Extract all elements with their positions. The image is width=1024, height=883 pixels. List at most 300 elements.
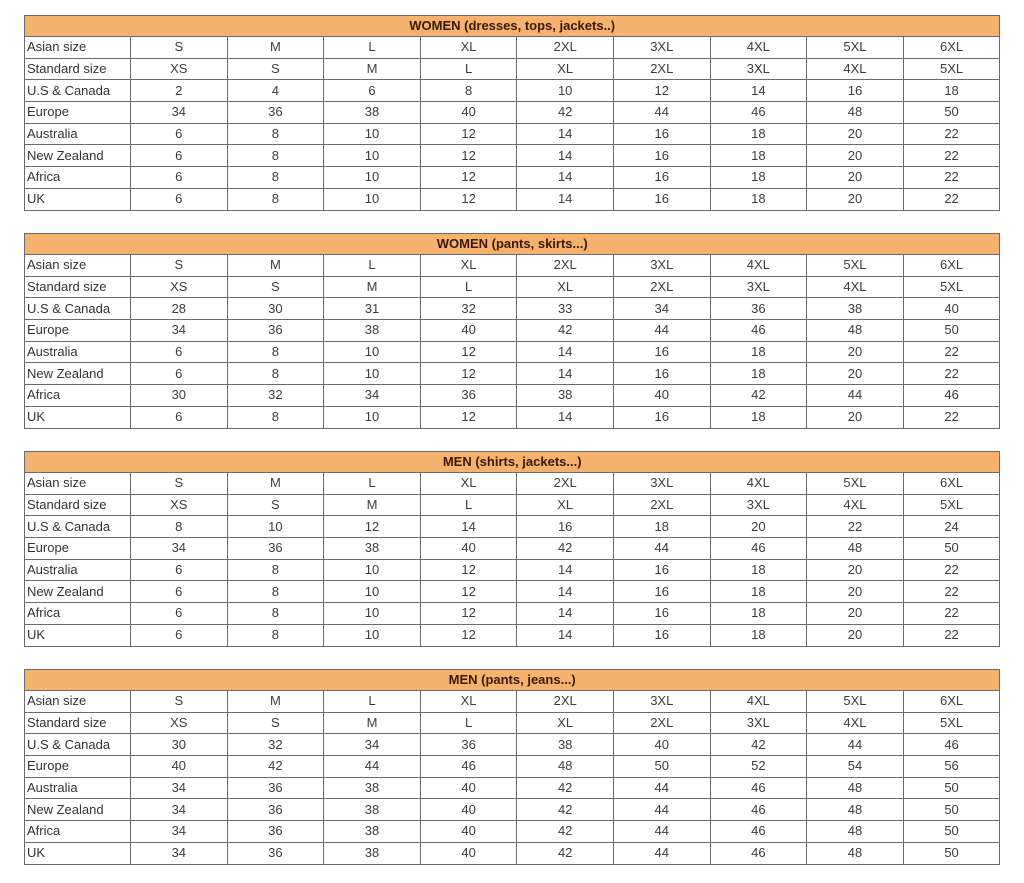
size-cell: 34 [613, 298, 710, 320]
size-cell: 16 [613, 559, 710, 581]
size-cell: 46 [710, 799, 807, 821]
size-cell: 34 [131, 320, 228, 342]
size-cell: 6XL [903, 473, 1000, 495]
size-cell: 36 [227, 320, 324, 342]
size-cell: XS [131, 58, 228, 80]
size-cell: 50 [903, 102, 1000, 124]
table-row [25, 255, 1000, 277]
size-cell: 3XL [613, 255, 710, 277]
size-cell: L [324, 691, 421, 713]
size-cell: 36 [227, 102, 324, 124]
size-cell: 46 [710, 821, 807, 843]
size-cell: 14 [420, 516, 517, 538]
size-cell: 44 [613, 320, 710, 342]
row-label: Europe [25, 320, 131, 342]
size-cell: 50 [903, 777, 1000, 799]
size-cell: 40 [613, 385, 710, 407]
size-cell: 44 [613, 538, 710, 560]
size-cell: 22 [903, 406, 1000, 428]
size-cell: 34 [324, 734, 421, 756]
size-cell: 36 [420, 385, 517, 407]
table-row [25, 712, 1000, 734]
size-cell: 46 [710, 538, 807, 560]
row-label: U.S & Canada [25, 80, 131, 102]
size-cell: XL [420, 473, 517, 495]
size-cell: 14 [517, 145, 614, 167]
size-cell: 12 [420, 581, 517, 603]
row-label: Europe [25, 756, 131, 778]
size-cell: 6 [131, 341, 228, 363]
table-row [25, 37, 1000, 59]
size-cell: 40 [420, 320, 517, 342]
size-cell: 4XL [807, 276, 904, 298]
row-label: Standard size [25, 712, 131, 734]
size-cell: M [227, 473, 324, 495]
size-cell: 4XL [807, 58, 904, 80]
size-cell: 2 [131, 80, 228, 102]
size-cell: 22 [903, 363, 1000, 385]
size-cell: 50 [903, 842, 1000, 864]
size-cell: 8 [227, 145, 324, 167]
size-cell: M [324, 712, 421, 734]
size-cell: 22 [903, 581, 1000, 603]
size-cell: 36 [227, 799, 324, 821]
size-cell: 48 [807, 538, 904, 560]
size-cell: 48 [807, 777, 904, 799]
size-cell: S [227, 276, 324, 298]
table-row [25, 188, 1000, 210]
table-row [25, 691, 1000, 713]
size-cell: S [227, 58, 324, 80]
size-cell: 14 [517, 624, 614, 646]
size-cell: 30 [131, 385, 228, 407]
size-cell: 34 [324, 385, 421, 407]
size-cell: 10 [324, 363, 421, 385]
size-cell: 16 [613, 123, 710, 145]
size-cell: 20 [807, 624, 904, 646]
size-cell: 50 [903, 320, 1000, 342]
size-cell: 14 [517, 559, 614, 581]
table-row [25, 341, 1000, 363]
row-label: UK [25, 188, 131, 210]
size-cell: XL [420, 691, 517, 713]
row-label: New Zealand [25, 363, 131, 385]
size-cell: 46 [710, 777, 807, 799]
size-cell: 10 [324, 341, 421, 363]
size-cell: 6XL [903, 255, 1000, 277]
row-label: Europe [25, 538, 131, 560]
size-cell: 16 [613, 406, 710, 428]
size-cell: 12 [420, 624, 517, 646]
size-cell: 38 [324, 842, 421, 864]
size-cell: XL [517, 494, 614, 516]
size-cell: 56 [903, 756, 1000, 778]
size-cell: 20 [807, 406, 904, 428]
size-cell: 42 [517, 821, 614, 843]
size-cell: 20 [807, 559, 904, 581]
size-cell: 16 [613, 167, 710, 189]
size-cell: 12 [420, 123, 517, 145]
size-cell: L [420, 58, 517, 80]
size-cell: 20 [807, 188, 904, 210]
size-cell: 46 [710, 320, 807, 342]
size-cell: 36 [710, 298, 807, 320]
size-cell: S [131, 473, 228, 495]
size-cell: M [227, 691, 324, 713]
section-title: MEN (shirts, jackets...) [25, 452, 1000, 473]
size-cell: 40 [131, 756, 228, 778]
size-cell: 8 [227, 559, 324, 581]
size-cell: 50 [613, 756, 710, 778]
section-title: WOMEN (dresses, tops, jackets..) [25, 16, 1000, 37]
size-cell: 16 [613, 188, 710, 210]
size-cell: 10 [324, 406, 421, 428]
size-cell: 44 [613, 102, 710, 124]
size-cell: 50 [903, 538, 1000, 560]
row-label: Europe [25, 102, 131, 124]
size-cell: 6 [324, 80, 421, 102]
size-cell: 52 [710, 756, 807, 778]
size-cell: 46 [903, 734, 1000, 756]
size-cell: XL [420, 255, 517, 277]
table-row [25, 538, 1000, 560]
size-cell: 12 [324, 516, 421, 538]
size-cell: 40 [420, 821, 517, 843]
size-cell: 44 [807, 385, 904, 407]
size-cell: XL [517, 276, 614, 298]
table-row [25, 320, 1000, 342]
size-cell: 38 [324, 799, 421, 821]
size-cell: 20 [807, 363, 904, 385]
size-cell: 3XL [710, 494, 807, 516]
size-cell: 38 [517, 385, 614, 407]
size-cell: 32 [227, 385, 324, 407]
size-cell: 6XL [903, 37, 1000, 59]
size-cell: 18 [710, 581, 807, 603]
size-cell: 6 [131, 559, 228, 581]
size-cell: 38 [324, 320, 421, 342]
size-cell: 38 [324, 102, 421, 124]
size-cell: 18 [710, 123, 807, 145]
size-cell: 16 [807, 80, 904, 102]
size-cell: 22 [903, 123, 1000, 145]
section-title: WOMEN (pants, skirts...) [25, 234, 1000, 255]
size-cell: 18 [613, 516, 710, 538]
size-cell: 42 [710, 734, 807, 756]
size-cell: 4XL [807, 494, 904, 516]
size-cell: 8 [227, 581, 324, 603]
size-cell: 31 [324, 298, 421, 320]
table-row [25, 102, 1000, 124]
size-cell: 14 [710, 80, 807, 102]
size-cell: 22 [903, 145, 1000, 167]
size-cell: 6 [131, 406, 228, 428]
size-cell: 40 [420, 102, 517, 124]
size-cell: 42 [517, 320, 614, 342]
size-cell: 12 [420, 559, 517, 581]
table-row [25, 494, 1000, 516]
size-cell: L [324, 37, 421, 59]
size-cell: 2XL [517, 255, 614, 277]
size-cell: 16 [613, 581, 710, 603]
size-cell: 46 [903, 385, 1000, 407]
row-label: Australia [25, 123, 131, 145]
size-cell: 22 [807, 516, 904, 538]
size-cell: 12 [420, 188, 517, 210]
size-cell: S [227, 494, 324, 516]
size-cell: 6 [131, 363, 228, 385]
row-label: Africa [25, 385, 131, 407]
size-cell: 12 [420, 167, 517, 189]
size-cell: 24 [903, 516, 1000, 538]
size-cell: 2XL [613, 494, 710, 516]
size-cell: 42 [710, 385, 807, 407]
size-cell: 20 [807, 123, 904, 145]
size-cell: 20 [710, 516, 807, 538]
table-row [25, 516, 1000, 538]
size-cell: XL [517, 58, 614, 80]
table-row [25, 842, 1000, 864]
size-cell: 40 [613, 734, 710, 756]
size-cell: 40 [903, 298, 1000, 320]
row-label: Africa [25, 603, 131, 625]
size-cell: 33 [517, 298, 614, 320]
size-cell: 18 [903, 80, 1000, 102]
size-cell: 32 [420, 298, 517, 320]
size-cell: 48 [807, 320, 904, 342]
size-cell: 10 [324, 188, 421, 210]
size-cell: M [227, 37, 324, 59]
size-cell: 12 [420, 603, 517, 625]
row-label: New Zealand [25, 799, 131, 821]
size-cell: 48 [807, 799, 904, 821]
row-label: U.S & Canada [25, 298, 131, 320]
size-cell: 34 [131, 102, 228, 124]
size-cell: 14 [517, 603, 614, 625]
size-cell: 14 [517, 167, 614, 189]
size-cell: 34 [131, 799, 228, 821]
size-cell: 6XL [903, 691, 1000, 713]
table-row [25, 777, 1000, 799]
size-cell: 6 [131, 167, 228, 189]
size-cell: 44 [613, 842, 710, 864]
size-cell: 6 [131, 581, 228, 603]
table-row [25, 385, 1000, 407]
row-label: Asian size [25, 473, 131, 495]
table-row [25, 821, 1000, 843]
size-cell: 12 [420, 341, 517, 363]
table-row [25, 80, 1000, 102]
size-cell: 18 [710, 188, 807, 210]
size-cell: 28 [131, 298, 228, 320]
size-cell: 16 [613, 341, 710, 363]
row-label: U.S & Canada [25, 516, 131, 538]
size-cell: 36 [227, 538, 324, 560]
size-cell: 8 [227, 406, 324, 428]
size-cell: 18 [710, 559, 807, 581]
size-cell: 8 [420, 80, 517, 102]
size-cell: 3XL [613, 691, 710, 713]
size-cell: 2XL [613, 712, 710, 734]
size-cell: 42 [517, 777, 614, 799]
size-cell: 2XL [517, 37, 614, 59]
size-cell: 5XL [903, 494, 1000, 516]
size-cell: L [324, 255, 421, 277]
size-cell: 4 [227, 80, 324, 102]
men-pants-jeans-table [24, 669, 1000, 865]
size-cell: S [131, 37, 228, 59]
size-cell: 38 [807, 298, 904, 320]
size-cell: 16 [613, 624, 710, 646]
table-row [25, 145, 1000, 167]
section-title: MEN (pants, jeans...) [25, 670, 1000, 691]
size-cell: 36 [227, 842, 324, 864]
size-cell: 5XL [807, 691, 904, 713]
size-cell: 10 [324, 559, 421, 581]
table-row [25, 734, 1000, 756]
size-cell: 30 [131, 734, 228, 756]
size-cell: 10 [324, 581, 421, 603]
size-cell: 50 [903, 821, 1000, 843]
size-cell: 10 [324, 123, 421, 145]
men-shirts-jackets-table [24, 451, 1000, 647]
size-cell: 6 [131, 145, 228, 167]
table-row [25, 756, 1000, 778]
row-label: Asian size [25, 691, 131, 713]
size-cell: 22 [903, 603, 1000, 625]
size-cell: 5XL [903, 712, 1000, 734]
size-cell: 36 [420, 734, 517, 756]
size-cell: 40 [420, 777, 517, 799]
row-label: Standard size [25, 494, 131, 516]
size-cell: 2XL [613, 58, 710, 80]
size-cell: 20 [807, 145, 904, 167]
size-cell: 10 [324, 624, 421, 646]
size-cell: 6 [131, 603, 228, 625]
size-cell: 14 [517, 188, 614, 210]
size-cell: 44 [613, 777, 710, 799]
size-cell: 5XL [807, 473, 904, 495]
size-cell: 44 [324, 756, 421, 778]
row-label: Standard size [25, 58, 131, 80]
size-cell: 48 [807, 842, 904, 864]
size-cell: XS [131, 494, 228, 516]
size-cell: 10 [227, 516, 324, 538]
size-cell: 12 [613, 80, 710, 102]
size-cell: 34 [131, 538, 228, 560]
size-cell: 22 [903, 559, 1000, 581]
size-cell: 8 [227, 624, 324, 646]
size-cell: 4XL [710, 473, 807, 495]
size-cell: 6 [131, 624, 228, 646]
table-row [25, 581, 1000, 603]
size-cell: 42 [517, 842, 614, 864]
size-cell: M [227, 255, 324, 277]
size-cell: 46 [710, 842, 807, 864]
size-cell: 16 [613, 363, 710, 385]
size-cell: 14 [517, 123, 614, 145]
size-cell: 22 [903, 188, 1000, 210]
size-cell: 42 [517, 538, 614, 560]
table-row [25, 559, 1000, 581]
size-cell: 14 [517, 341, 614, 363]
size-cell: 12 [420, 145, 517, 167]
size-cell: 18 [710, 167, 807, 189]
size-cell: 3XL [710, 58, 807, 80]
size-cell: 30 [227, 298, 324, 320]
row-label: Asian size [25, 255, 131, 277]
size-cell: XL [517, 712, 614, 734]
size-cell: 3XL [710, 712, 807, 734]
size-cell: 10 [517, 80, 614, 102]
size-cell: 6 [131, 123, 228, 145]
table-row [25, 799, 1000, 821]
size-cell: 8 [227, 363, 324, 385]
size-cell: L [420, 494, 517, 516]
size-cell: 14 [517, 363, 614, 385]
size-cell: 10 [324, 145, 421, 167]
size-cell: 46 [420, 756, 517, 778]
table-row [25, 363, 1000, 385]
size-cell: 14 [517, 581, 614, 603]
size-cell: S [131, 691, 228, 713]
size-cell: 8 [227, 603, 324, 625]
size-cell: 12 [420, 363, 517, 385]
size-cell: L [420, 712, 517, 734]
size-cell: 42 [517, 799, 614, 821]
size-cell: 8 [227, 341, 324, 363]
size-cell: 22 [903, 624, 1000, 646]
row-label: Africa [25, 167, 131, 189]
size-cell: 14 [517, 406, 614, 428]
size-cell: 20 [807, 603, 904, 625]
table-row [25, 167, 1000, 189]
size-cell: 16 [613, 603, 710, 625]
row-label: New Zealand [25, 145, 131, 167]
size-cell: XS [131, 712, 228, 734]
size-cell: 6 [131, 188, 228, 210]
row-label: New Zealand [25, 581, 131, 603]
size-cell: 5XL [903, 276, 1000, 298]
table-row [25, 58, 1000, 80]
size-cell: 48 [807, 821, 904, 843]
size-cell: 36 [227, 821, 324, 843]
size-cell: 38 [517, 734, 614, 756]
table-row [25, 406, 1000, 428]
size-cell: 38 [324, 538, 421, 560]
size-cell: 16 [517, 516, 614, 538]
women-dresses-tops-jackets-table [24, 15, 1000, 211]
row-label: Australia [25, 559, 131, 581]
size-cell: 4XL [710, 37, 807, 59]
size-cell: 3XL [710, 276, 807, 298]
size-cell: 4XL [710, 255, 807, 277]
size-cell: 48 [807, 102, 904, 124]
size-cell: S [131, 255, 228, 277]
row-label: UK [25, 624, 131, 646]
row-label: Standard size [25, 276, 131, 298]
table-row [25, 624, 1000, 646]
size-cell: 20 [807, 167, 904, 189]
size-cell: L [420, 276, 517, 298]
size-cell: 12 [420, 406, 517, 428]
size-cell: 42 [517, 102, 614, 124]
size-cell: M [324, 276, 421, 298]
size-cell: 38 [324, 821, 421, 843]
size-cell: 5XL [807, 255, 904, 277]
size-cell: 2XL [613, 276, 710, 298]
women-pants-skirts-table [24, 233, 1000, 429]
